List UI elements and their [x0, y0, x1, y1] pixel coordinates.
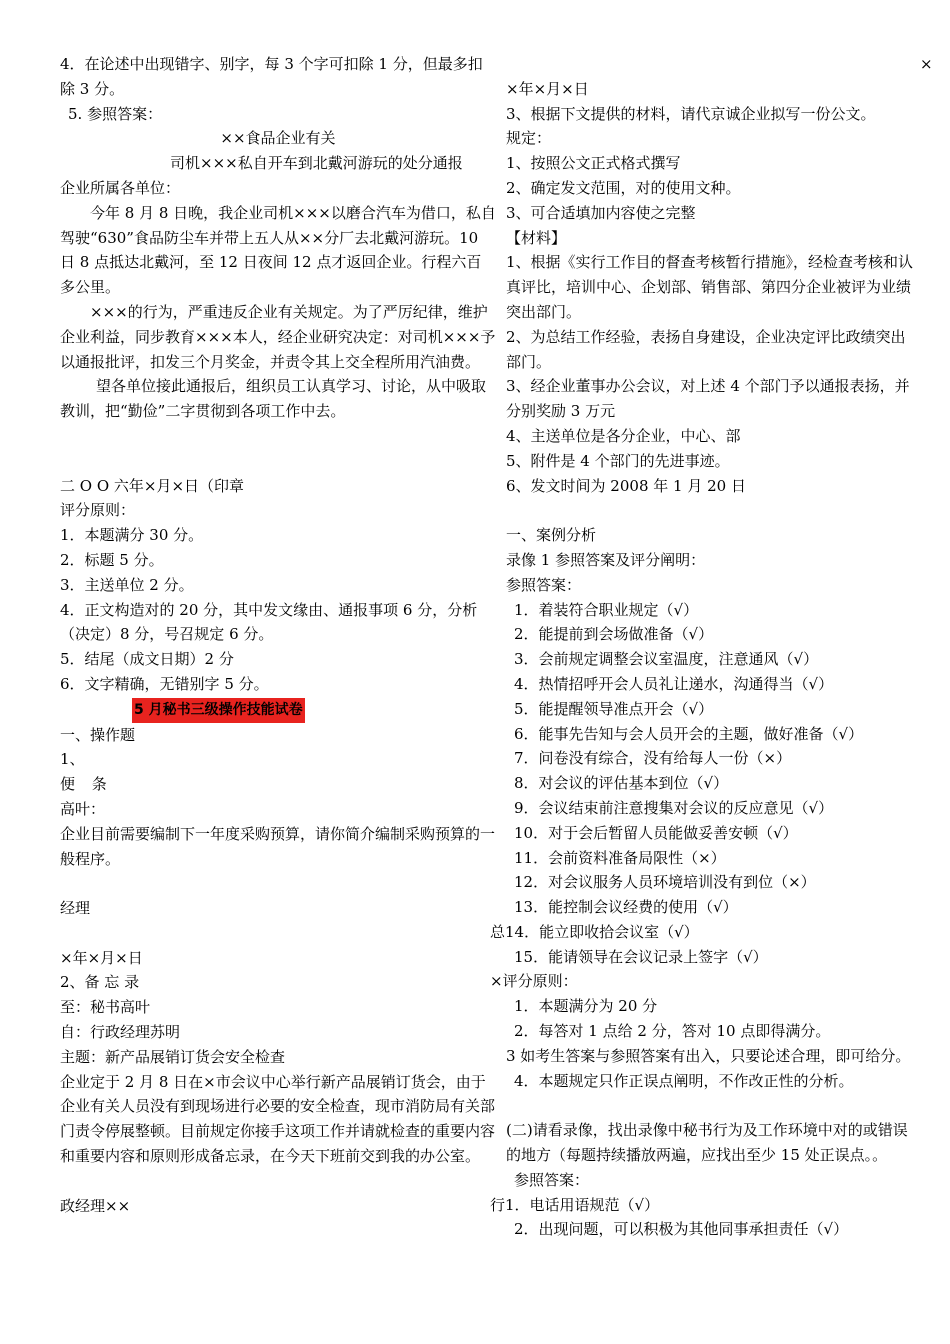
memo-title: 便 条 — [60, 775, 113, 794]
text-line: 经理 — [60, 899, 91, 918]
list-item: 11．会前资料准备局限性（×） — [514, 848, 726, 867]
paragraph: ×××的行为，严重违反企业有关规定。为了严厉纪律，维护企业利益，同步教育×××本人，经企业研究决定：对司机×××予以通报批评，扣发三个月奖金，并责令其上交全程所用汽油费。 — [60, 302, 496, 371]
text-line: 1．本题满分 30 分。 — [60, 526, 204, 545]
list-item: 6．能事先告知与会人员开会的主题，做好准备（√） — [514, 724, 864, 743]
text-line: 6．文字精确，无错别字 5 分。 — [60, 674, 269, 693]
text-line: 主题：新产品展销订货会安全检查 — [60, 1047, 286, 1066]
text-line: 3、根据下文提供的材料，请代京诚企业拟写一份公文。 — [506, 104, 876, 123]
paragraph: 企业目前需要编制下一年度采购预算，请你简介编制采购预算的一般程序。 — [60, 824, 496, 868]
paragraph: 1、根据《实行工作目的督查考核暂行措施》，经检查考核和认真评比，培训中心、企划部、销售部、第四分企业被评为业绩突出部门。 — [506, 253, 914, 321]
text-line: 2、确定发文范围，对的使用文种。 — [506, 178, 741, 197]
list-item: 7．问卷没有综合，没有给每人一份（×） — [514, 749, 792, 768]
text-line: 规定： — [506, 129, 552, 148]
date-line: ×年×月×日 — [60, 948, 143, 967]
left-column — [60, 52, 496, 1218]
list-item: 10．对于会后暂留人员能做妥善安顿（√） — [514, 823, 798, 842]
text-line: 【材料】 — [506, 228, 567, 247]
text-line: 5、附件是 4 个部门的先进事迹。 — [506, 451, 730, 470]
text-line: 参照答案： — [506, 575, 582, 594]
text-line: 1、按照公文正式格式撰写 — [506, 154, 681, 173]
paragraph: (二)请看录像，找出录像中秘书行为及工作环境中对的或错误的地方（每题持续播放两遍，应找出至少 15 处正误点。。 — [506, 1121, 908, 1165]
right-column — [490, 52, 918, 1242]
list-item: 13．能控制会议经费的使用（√） — [514, 898, 738, 917]
list-item: 2．出现问题，可以积极为其他同事承担责任（√） — [514, 1220, 849, 1239]
text-line: 4、主送单位是各分企业，中心、部 — [506, 426, 741, 445]
text-line: 2．标题 5 分。 — [60, 550, 164, 569]
text-line: ×评分原则： — [490, 972, 578, 991]
text-line: 至：秘书高叶 — [60, 998, 151, 1017]
text-line: 录像 1 参照答案及评分阐明： — [506, 550, 706, 569]
list-item: 2．每答对 1 点给 2 分，答对 10 点即得满分。 — [514, 1022, 831, 1041]
list-item: 8．对会议的评估基本到位（√） — [514, 774, 729, 793]
date-line: ×年×月×日 — [506, 79, 589, 98]
list-item: 1．着装符合职业规定（√） — [514, 600, 699, 619]
text-line: 4．正文构造对的 20 分，其中发文缘由、通报事项 6 分，分析（决定）8 分，号召规定 6 分。 — [60, 600, 478, 644]
text-line: 评分原则： — [60, 501, 136, 520]
list-item: 总14．能立即收拾会议室（√） — [490, 922, 699, 941]
text-line: 自：行政经理苏明 — [60, 1023, 181, 1042]
paragraph: 望各单位接此通报后，组织员工认真学习、讨论，从中吸取教训，把“勤俭”二字贯彻到各项工作中去。 — [60, 377, 487, 421]
text-line: 参照答案： — [514, 1170, 590, 1189]
text-line: 1、 — [60, 750, 85, 769]
list-item: 15．能请领导在会议记录上签字（√） — [514, 947, 768, 966]
list-item: 1．本题满分为 20 分 — [514, 997, 658, 1016]
text-line: 4．在论述中出现错字、别字，每 3 个字可扣除 1 分，但最多扣除 3 分。 — [60, 55, 483, 98]
text-line: 3．主送单位 2 分。 — [60, 575, 194, 594]
x-mark: × — [920, 55, 933, 73]
paragraph: 3、经企业董事办公会议，对上述 4 个部门予以通报表扬，并分别奖励 3 万元 — [506, 377, 910, 421]
text-line: 2、备 忘 录 — [60, 973, 140, 992]
paragraph: 今年 8 月 8 日晚，我企业司机×××以磨合汽车为借口，私自驾驶“630”食品防尘车并带上五人从××分厂去北戴河游玩。10 日 8 点抵达北戴河，至 12 日夜间 12 点才返回企业。行程六百多公里。 — [60, 203, 496, 297]
date-line: 二 O O 六年×月×日（印章 — [60, 476, 245, 495]
list-item: 5．能提醒领导准点开会（√） — [514, 699, 714, 718]
text-line: 3、可合适填加内容使之完整 — [506, 203, 696, 222]
list-item: 3．会前规定调整会议室温度，注意通风（√） — [514, 650, 819, 669]
list-item: 9．会议结束前注意搜集对会议的反应意见（√） — [514, 798, 834, 817]
list-item: 4．本题规定只作正误点阐明，不作改正性的分析。 — [514, 1071, 854, 1090]
paragraph: 2、为总结工作经验，表扬自身建设，企业决定评比政绩突出部门。 — [506, 327, 906, 371]
list-item: 12．对会议服务人员环境培训没有到位（×） — [514, 873, 816, 892]
text-line: 6、发文时间为 2008 年 1 月 20 日 — [506, 476, 746, 495]
text-line: 企业所属各单位： — [60, 178, 181, 197]
list-item: 行1．电话用语规范（√） — [490, 1195, 660, 1214]
text-line: 政经理×× — [60, 1196, 131, 1215]
list-item: 2．能提前到会场做准备（√） — [514, 625, 714, 644]
notice-subtitle: 司机×××私自开车到北戴河游玩的处分通报 — [170, 154, 463, 173]
text-line: 5. 参照答案： — [68, 104, 163, 123]
list-item: 4．热情招呼开会人员礼让递水，沟通得当（√） — [514, 674, 834, 693]
text-line: 高叶： — [60, 799, 106, 818]
section-heading: 一、案例分析 — [506, 526, 597, 545]
paragraph: 企业定于 2 月 8 日在×市会议中心举行新产品展销订货会，由于企业有关人员没有到现场进行必要的安全检查，现市消防局有关部门责令停展整顿。目前规定你接手这项工作并请就检查的重要内容和重要内容和原则形成备忘录，在今天下班前交到我的办公室。 — [60, 1072, 496, 1166]
section-heading: 一、操作题 — [60, 725, 136, 744]
notice-title: ××食品企业有关 — [220, 129, 336, 148]
highlighted-exam-title: 5 月秘书三级操作技能试卷 — [132, 698, 305, 723]
text-line: 5．结尾（成文日期）2 分 — [60, 650, 234, 669]
paragraph: 3 如考生答案与参照答案有出入，只要论述合理，即可给分。 — [506, 1046, 911, 1065]
